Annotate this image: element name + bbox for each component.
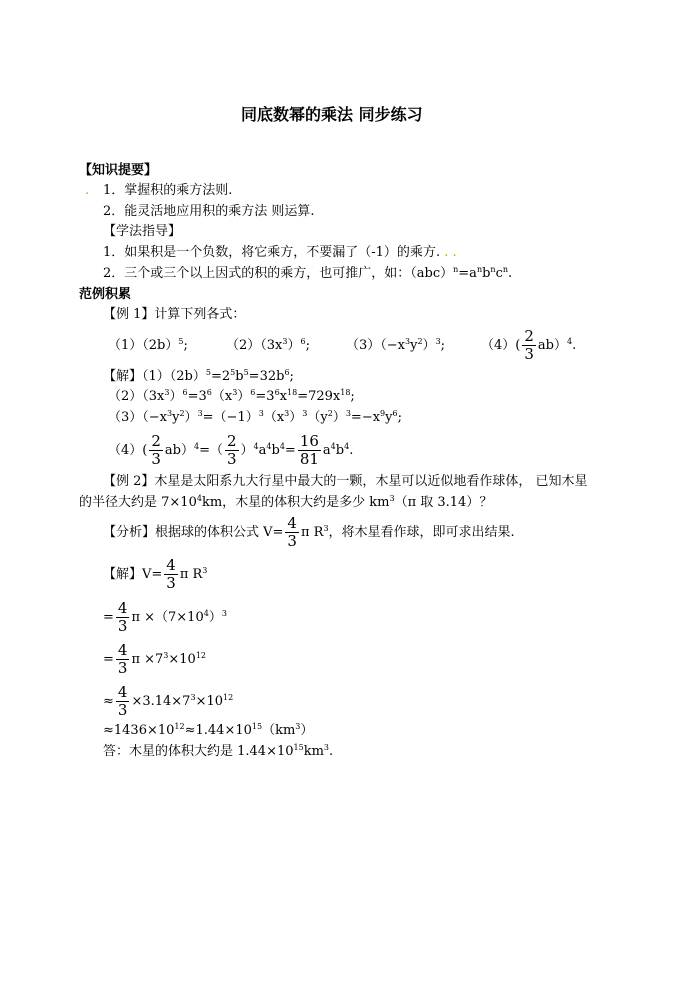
ex2-sol-2: = $\frac{4}{3}$ $\pi \times(7\times 10^4)^3$ xyxy=(103,599,227,635)
ex2-analysis: 【分析】根据球的体积公式 V= $\frac{4}{3}$ π $R^3$，将木星看作球，即可求出结果. xyxy=(103,514,515,550)
ex2-sol-4: ≈ $\frac{4}{3}$ $\times 3.14\times 7^3\times 10^{12}$ xyxy=(103,683,234,719)
ex2-line-2: 的半径大约是 $7\times 10^4km$，木星的体积大约是多少 $km^3(\pi$ 取 3.14）？ xyxy=(79,494,493,510)
knowledge-heading: 【知识提要】 xyxy=(79,163,158,178)
yellow-marker: . xyxy=(85,183,90,198)
ex2-sol-3: = $\frac{4}{3}$ $\pi \times 7^3\times 10^{12}$ xyxy=(103,641,207,677)
ex1-q1: $(1)(2b)^5$; xyxy=(108,337,188,353)
ex2-answer: 答：木星的体积大约是 $1.44\times 10^{15}km^3$. xyxy=(103,743,334,759)
example-1-prompt: 【例 1】计算下列各式： xyxy=(103,307,246,322)
page-title: 同底数幂的乘法 同步练习 xyxy=(241,105,423,124)
examples-heading: 范例积累 xyxy=(79,287,132,302)
ex2-sol-5: $\approx 1436\times 10^{12}\approx 1.44\times 10^{15}(km^3)$ xyxy=(103,722,314,738)
guide-heading: 【学法指导】 xyxy=(103,224,182,239)
knowledge-item-2: 2．能灵活地应用积的乘方法 则运算. xyxy=(103,204,315,219)
ex1-sol-4: （4）( $\frac{2}{3}$ ab）$^4$=（ $\frac{2}{3}$ ）$^4a^4b^4=$ $\frac{16}{81}$ $a^4b^4$. xyxy=(108,432,354,468)
ex1-sol-3: $(3)(-x^3y^2)^3=(-1)^3(x^3)^3(y^2)^3=-x^9y^6$; xyxy=(108,409,402,425)
ex1-sol-2: $(2)(3x^3)^6=3^6(x^3)^6=3^6x^{18}=729x^{18}$; xyxy=(108,388,355,404)
ex1-sol-1: 【解】$(1)(2b)^5=2^5b^5=32b^6$; xyxy=(103,368,294,384)
ex1-q3: $(3)(-x^3y^2)^3$; xyxy=(346,337,446,353)
guide-item-2: 2．三个或三个以上因式的积的乘方，也可推广，如：$(abc)^n=a^nb^nc^n$. xyxy=(103,265,513,281)
knowledge-item-1: 1．掌握积的乘方法则. xyxy=(103,183,233,198)
guide-item-1: 1．如果积是一个负数，将它乘方，不要漏了（-1）的乘方. . . xyxy=(103,245,457,260)
ex1-q4: （4）( $\frac{2}{3}$ ab）$^4$. xyxy=(481,327,577,363)
ex2-sol-1: 【解】V= $\frac{4}{3}$ π $R^3$ xyxy=(103,556,208,592)
ex1-q2: $(2)(3x^3)^6$; xyxy=(226,337,310,353)
ex2-line-1: 【例 2】木星是太阳系九大行星中最大的一颗，木星可以近似地看作球体， 已知木星 xyxy=(103,474,588,489)
